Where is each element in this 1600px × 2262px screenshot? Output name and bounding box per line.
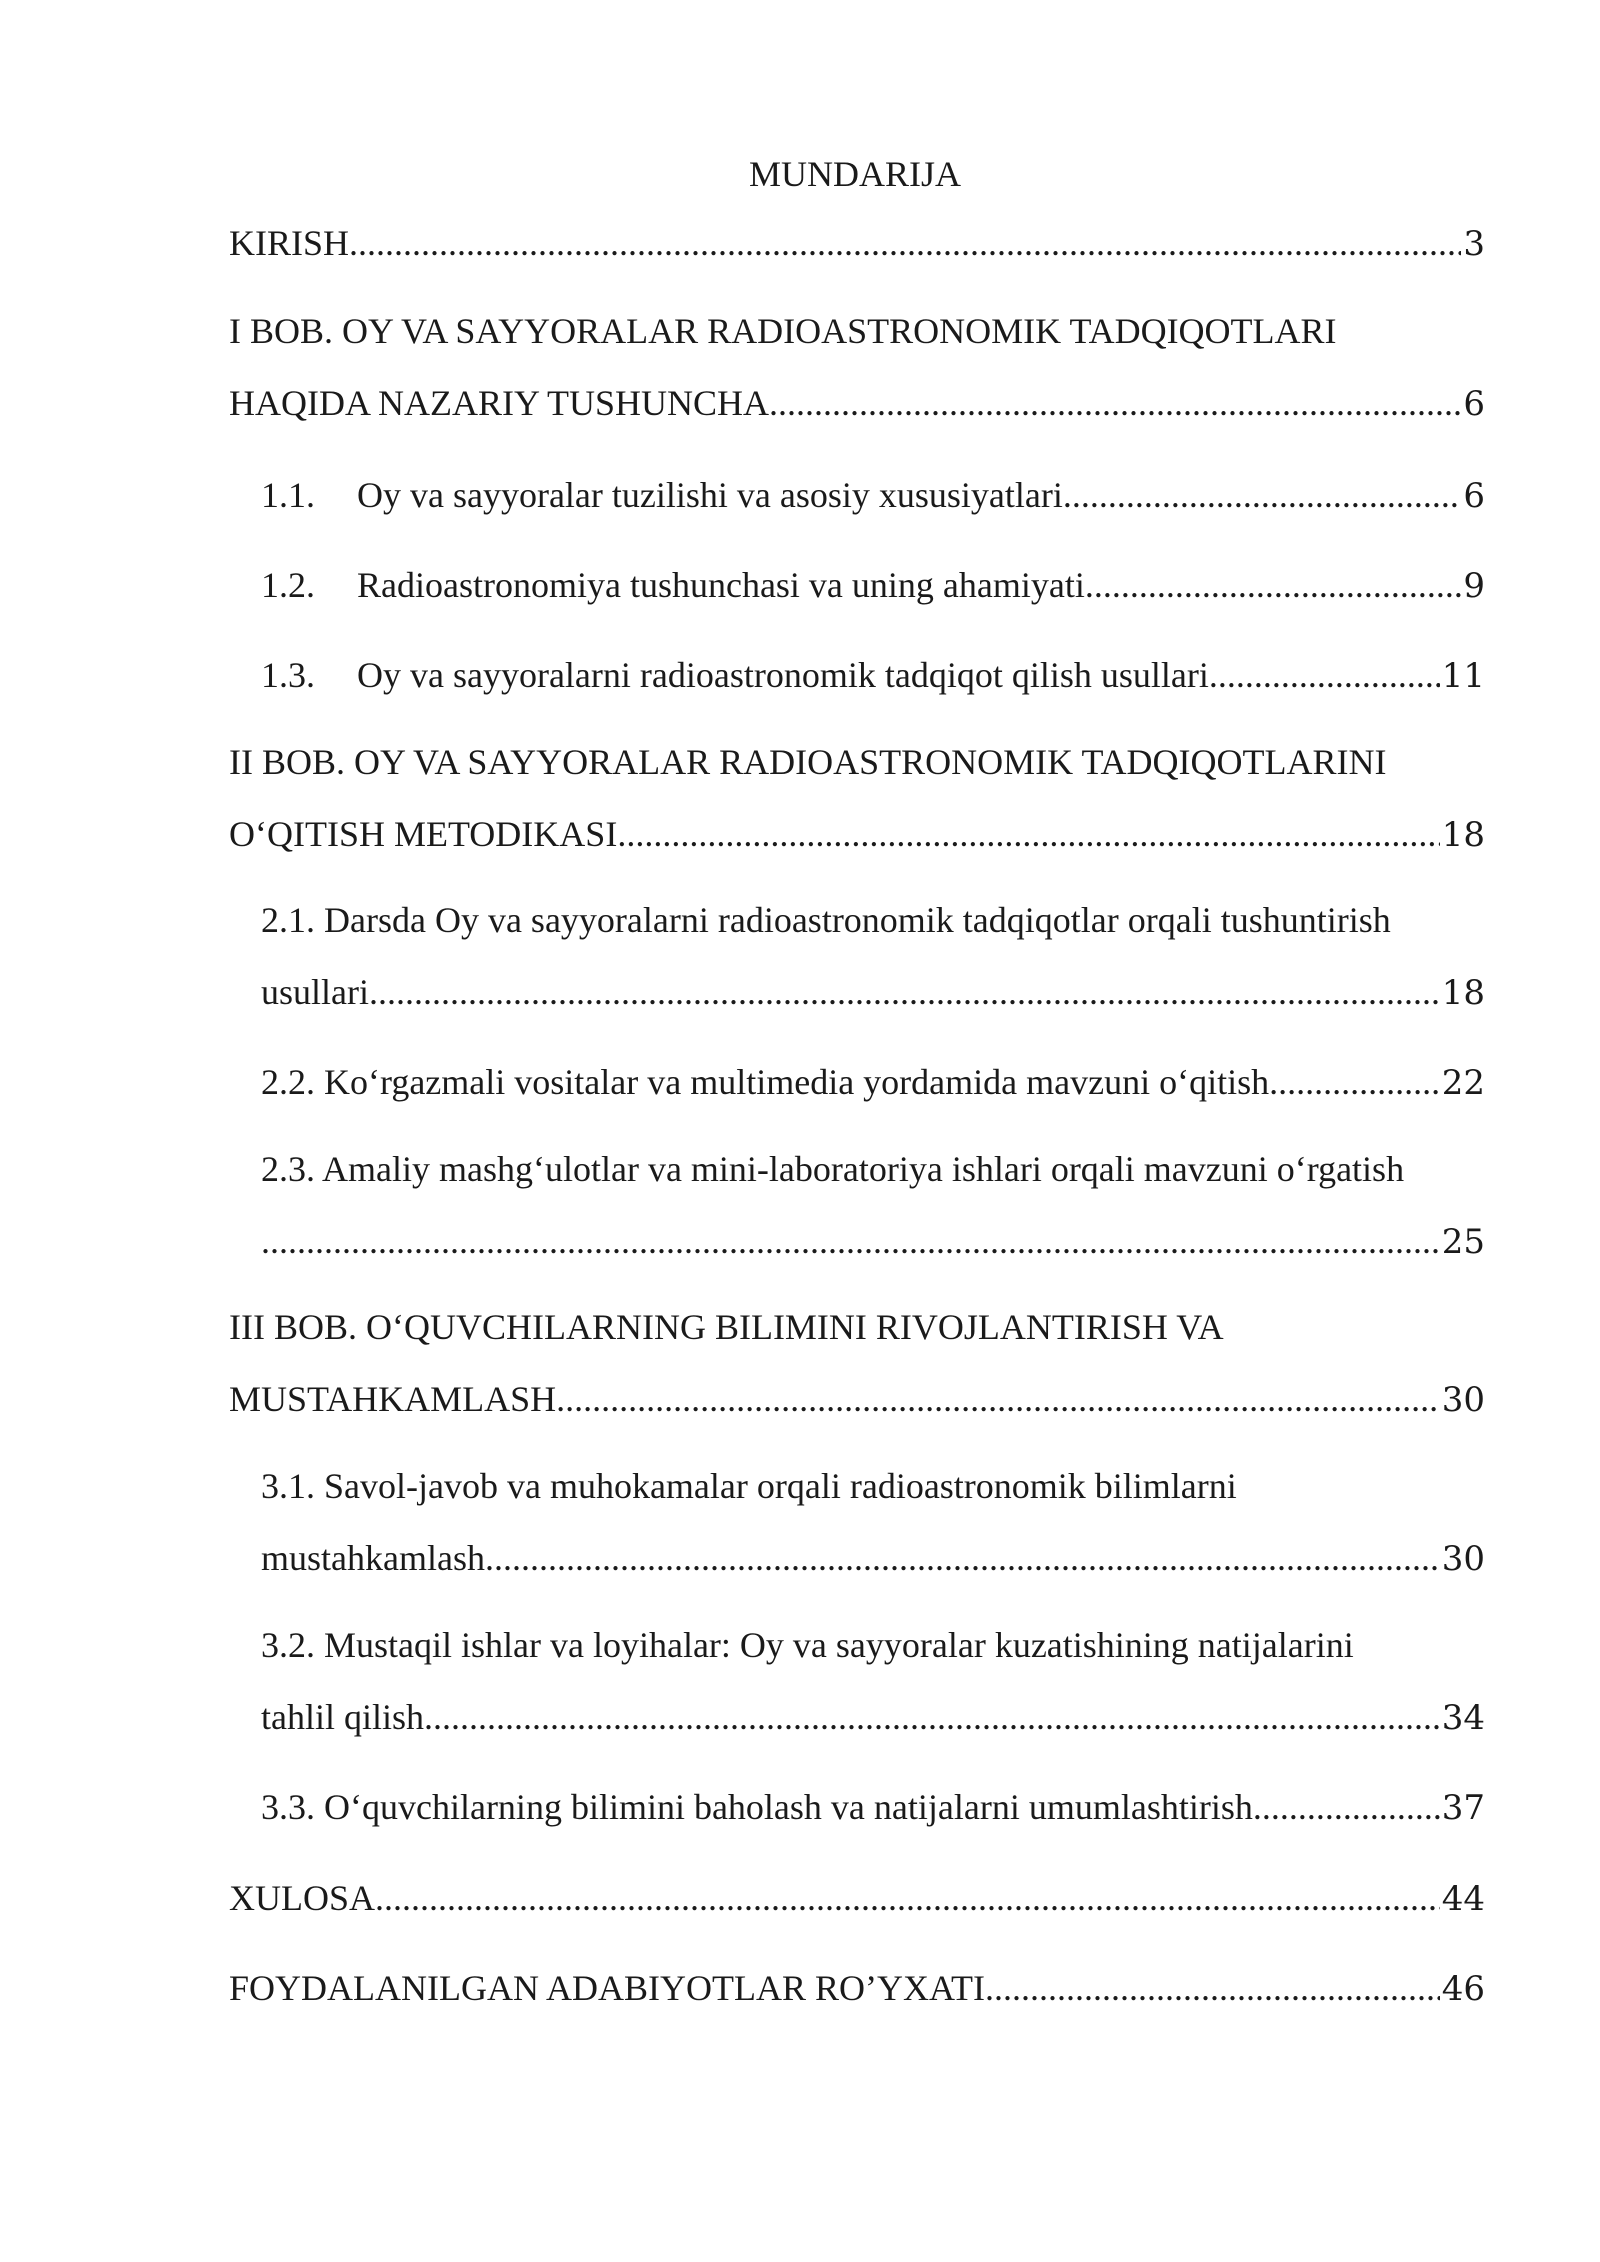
toc-dot-leader (424, 1692, 1440, 1742)
toc-page-number: 3 (1463, 224, 1485, 264)
toc-section-2-1-line1: 2.1. Darsda Oy va sayyoralarni radioastronomik tadqiqotlar orqali tushuntirish (261, 900, 1391, 940)
toc-entry-2-3[interactable] (261, 1216, 1485, 1266)
toc-entry-text: usullari (261, 972, 369, 1012)
toc-chapter-1-line1: I BOB. OY VA SAYYORALAR RADIOASTRONOMIK TADQIQOTLARI (229, 311, 1337, 351)
toc-dot-leader (1269, 1057, 1440, 1107)
toc-dot-leader (1085, 560, 1462, 610)
toc-entry-chapter-2[interactable] (229, 809, 1485, 859)
toc-dot-leader (485, 1533, 1440, 1583)
toc-dot-leader (556, 1374, 1440, 1424)
toc-entry-chapter-1[interactable] (229, 378, 1485, 428)
toc-dot-leader (349, 218, 1461, 268)
toc-dot-leader (1063, 470, 1462, 520)
toc-page-number: 34 (1441, 1698, 1485, 1738)
page-title: MUNDARIJA (748, 154, 961, 194)
toc-page-number: 37 (1441, 1788, 1485, 1828)
toc-dot-leader (985, 1963, 1440, 2013)
toc-entry-text: 2.2. Ko‘rgazmali vositalar va multimedia yordamida mavzuni o‘qitish (261, 1062, 1270, 1102)
toc-page-number: 18 (1441, 815, 1485, 855)
toc-page-number: 30 (1441, 1539, 1485, 1579)
toc-page-number: 6 (1463, 384, 1485, 424)
toc-page-number: 46 (1441, 1969, 1485, 2009)
toc-entry-text: tahlil qilish (261, 1697, 425, 1737)
toc-page-number: 11 (1441, 656, 1485, 696)
toc-page-number: 44 (1441, 1879, 1485, 1919)
toc-entry-text: Radioastronomiya tushunchasi va uning ahamiyati (357, 565, 1085, 605)
toc-entry-text: MUSTAHKAMLASH (229, 1379, 557, 1419)
toc-entry-references[interactable] (229, 1963, 1485, 2013)
toc-dot-leader (1253, 1782, 1440, 1832)
toc-entry-2-2[interactable] (261, 1057, 1485, 1107)
toc-dot-leader (261, 1216, 1440, 1266)
toc-entry-kirish[interactable] (229, 218, 1485, 268)
toc-entry-3-1[interactable] (261, 1533, 1485, 1583)
toc-entry-text: O‘QITISH METODIKASI (229, 814, 618, 854)
toc-section-number: 1.3. (261, 655, 315, 695)
toc-chapter-3-line1: III BOB. O‘QUVCHILARNING BILIMINI RIVOJLANTIRISH VA (229, 1307, 1224, 1347)
toc-page-number: 22 (1441, 1063, 1485, 1103)
toc-entry-1-3[interactable] (261, 650, 1485, 700)
toc-entry-2-1[interactable] (261, 967, 1485, 1017)
toc-entry-text: Oy va sayyoralar tuzilishi va asosiy xususiyatlari (357, 475, 1063, 515)
toc-entry-1-2[interactable] (261, 560, 1485, 610)
toc-entry-text: KIRISH (229, 223, 350, 263)
toc-page-number: 6 (1463, 476, 1485, 516)
toc-section-number: 1.1. (261, 475, 315, 515)
toc-entry-text: mustahkamlash (261, 1538, 485, 1578)
toc-page-number: 18 (1441, 973, 1485, 1013)
toc-entry-text: Oy va sayyoralarni radioastronomik tadqiqot qilish usullari (357, 655, 1209, 695)
toc-entry-3-3[interactable] (261, 1782, 1485, 1832)
toc-page-number: 9 (1463, 566, 1485, 606)
toc-dot-leader (1209, 650, 1440, 700)
toc-entry-text: FOYDALANILGAN ADABIYOTLAR RO’YXATI (229, 1968, 985, 2008)
toc-section-number: 1.2. (261, 565, 315, 605)
toc-page-number: 30 (1441, 1380, 1485, 1420)
toc-dot-leader (769, 378, 1461, 428)
toc-entry-xulosa[interactable] (229, 1873, 1485, 1923)
toc-chapter-2-line1: II BOB. OY VA SAYYORALAR RADIOASTRONOMIK TADQIQOTLARINI (229, 742, 1387, 782)
toc-page-number: 25 (1441, 1222, 1485, 1262)
toc-dot-leader (369, 967, 1440, 1017)
toc-dot-leader (375, 1873, 1440, 1923)
toc-section-3-2-line1: 3.2. Mustaqil ishlar va loyihalar: Oy va sayyoralar kuzatishining natijalarini (261, 1625, 1354, 1665)
toc-section-3-1-line1: 3.1. Savol-javob va muhokamalar orqali radioastronomik bilimlarni (261, 1466, 1237, 1506)
toc-dot-leader (617, 809, 1439, 859)
toc-entry-chapter-3[interactable] (229, 1374, 1485, 1424)
toc-entry-text: HAQIDA NAZARIY TUSHUNCHA (229, 383, 769, 423)
toc-entry-3-2[interactable] (261, 1692, 1485, 1742)
toc-section-2-3-line1: 2.3. Amaliy mashg‘ulotlar va mini-laboratoriya ishlari orqali mavzuni o‘rgatish (261, 1149, 1405, 1189)
toc-entry-text: 3.3. O‘quvchilarning bilimini baholash va natijalarni umumlashtirish (261, 1787, 1253, 1827)
toc-entry-text: XULOSA (229, 1878, 376, 1918)
toc-entry-1-1[interactable] (261, 470, 1485, 520)
